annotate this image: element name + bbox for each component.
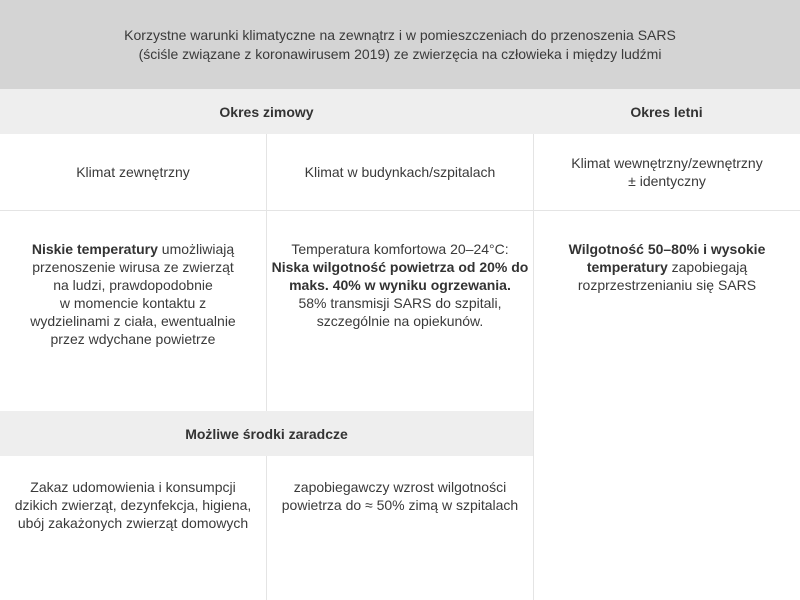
countermeasures-label: Możliwe środki zaradcze: [185, 425, 348, 442]
indoor-climate-description: [267, 240, 533, 410]
title-banner: [0, 0, 800, 89]
indoor-measure-line-1: zapobiegawczy wzrost wilgotności: [293, 479, 507, 495]
low-humidity-emphasis-line-1: Niska wilgotność powietrza od 20%: [271, 259, 508, 275]
summer-climate-label-line-2: ± identyczny: [628, 173, 706, 189]
winter-period-header: [0, 89, 533, 134]
outdoor-countermeasures: [0, 478, 266, 588]
outdoor-desc-line-2: przenoszenie wirusa ze zwierząt: [32, 259, 234, 275]
row-divider: [0, 210, 800, 211]
indoor-climate-header: [267, 134, 533, 210]
title-line-1: Korzystne warunki klimatyczne na zewnątrz i w pomieszczeniach do przenoszenia SARS: [124, 26, 676, 43]
indoor-countermeasures: [267, 478, 533, 588]
low-humidity-emphasis-line-2: do maks. 40% w wyniku ogrzewania.: [289, 259, 529, 293]
outdoor-climate-label: Klimat zewnętrzny: [76, 164, 190, 180]
outdoor-climate-header: [0, 134, 266, 210]
summer-period-header: [533, 89, 800, 134]
outdoor-desc-line-1-rest: umożliwiają: [157, 241, 235, 257]
outdoor-climate-description: [0, 240, 266, 410]
column-divider-2: [533, 134, 534, 600]
indoor-desc-line-4: 58% transmisji SARS do szpitali,: [298, 295, 502, 311]
summer-desc-line-2-rest: zapobiegają: [667, 259, 748, 275]
outdoor-desc-line-4: w momencie kontaktu z: [59, 295, 207, 311]
indoor-measure-line-2: powietrza do ≈ 50% zimą w szpitalach: [281, 497, 519, 513]
indoor-desc-line-5: szczególnie na opiekunów.: [316, 313, 484, 329]
outdoor-measure-line-2: dzikich zwierząt, dezynfekcja, higiena,: [14, 497, 252, 513]
summer-climate-description: [534, 240, 800, 410]
indoor-climate-label: Klimat w budynkach/szpitalach: [304, 164, 496, 180]
countermeasures-header: [0, 411, 533, 456]
summer-period-label: Okres letni: [630, 103, 703, 120]
outdoor-desc-line-5: wydzielinami z ciała, ewentualnie: [30, 313, 236, 329]
column-divider-1-lower: [266, 456, 267, 600]
title-line-2: (ściśle związane z koronawirusem 2019) ze zwierzęcia na człowieka i między ludźmi: [138, 45, 662, 62]
summer-climate-header: [534, 134, 800, 210]
humidity-emphasis-line-2: temperatury: [586, 259, 668, 275]
outdoor-desc-line-6: przez wdychane powietrze: [50, 331, 216, 347]
outdoor-measure-line-3: ubój zakażonych zwierząt domowych: [17, 515, 249, 531]
diagram-title: [124, 26, 676, 64]
outdoor-desc-line-3: na ludzi, prawdopodobnie: [53, 277, 213, 293]
outdoor-measure-line-1: Zakaz udomowienia i konsumpcji: [30, 479, 236, 495]
column-divider-1: [266, 134, 267, 411]
winter-period-label: Okres zimowy: [219, 103, 314, 120]
indoor-desc-line-1: Temperatura komfortowa 20–24°C:: [291, 241, 509, 257]
summer-desc-line-3: rozprzestrzenianiu się SARS: [577, 277, 757, 293]
low-temperature-emphasis: Niskie temperatury: [31, 241, 158, 257]
humidity-emphasis-line-1: Wilgotność 50–80% i wysokie: [568, 241, 766, 257]
summer-climate-label-line-1: Klimat wewnętrzny/zewnętrzny: [571, 155, 763, 171]
